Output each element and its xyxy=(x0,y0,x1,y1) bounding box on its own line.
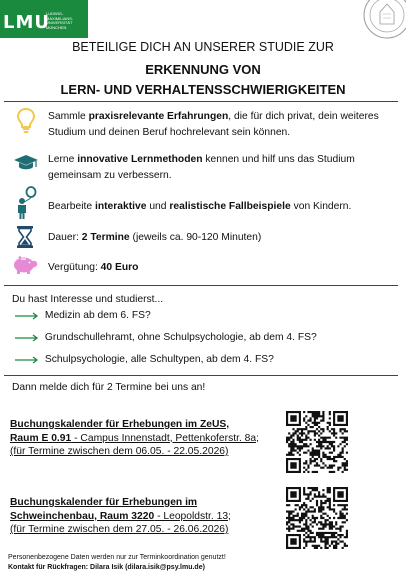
interest-intro: Du hast Interesse und studierst... xyxy=(12,294,164,305)
calendar-dates[interactable]: (für Termine zwischen dem 27.05. - 26.06.2026) xyxy=(10,524,229,535)
calendar-heading[interactable]: Buchungskalender für Erhebungen im ZeUS, xyxy=(10,419,230,430)
feature-text: Lerne xyxy=(48,154,78,165)
divider xyxy=(4,375,398,376)
lmu-logo-subtitle xyxy=(46,12,73,30)
logo-sub-line: MÜNCHEN xyxy=(46,24,67,30)
title-line-2: ERKENNUNG VON xyxy=(145,62,261,77)
feature-duration xyxy=(48,230,393,246)
booking-calendar-schweinchenbau[interactable] xyxy=(10,496,280,537)
feature-highlight: innovative Lernmethoden xyxy=(77,154,203,165)
calendar-room[interactable]: Schweinchenbau, Raum 3220 xyxy=(10,510,155,522)
option-medicine xyxy=(14,310,151,324)
hourglass-icon xyxy=(16,225,34,249)
privacy-note: Personenbezogene Daten werden nur zur Terminkoordination genutzt! xyxy=(8,554,226,561)
feature-text: kennen und hilf uns das Studium gemeinsam zu verbessern. xyxy=(48,154,355,181)
feature-text: Bearbeite xyxy=(48,201,95,212)
graduation-cap-icon xyxy=(13,154,39,172)
title-line-1: BETEILIGE DICH AN UNSERER STUDIE ZUR xyxy=(72,40,334,54)
booking-calendar-zeus[interactable] xyxy=(10,418,280,459)
feature-highlight: 2 Termine xyxy=(81,232,130,243)
feature-highlight: realistische Fallbeispiele xyxy=(169,201,291,212)
option-label: Grundschullehramt, ohne Schulpsychologie, ab dem 4. FS? xyxy=(44,332,317,343)
logo-sub-line: UNIVERSITÄT xyxy=(46,20,73,25)
feature-payment xyxy=(48,260,393,276)
divider xyxy=(4,101,398,102)
call-to-action: Dann melde dich für 2 Termine bei uns an! xyxy=(12,382,206,393)
feature-text: (jeweils ca. 90-120 Minuten) xyxy=(129,232,262,243)
feature-text: von Kindern. xyxy=(290,201,352,212)
lmu-logo xyxy=(0,0,88,38)
feature-highlight: interaktive xyxy=(94,201,147,212)
piggy-bank-icon xyxy=(12,255,38,275)
arrow-right-icon xyxy=(14,334,40,342)
feature-methods xyxy=(48,152,393,183)
feature-experience xyxy=(48,109,393,140)
option-primary-teaching xyxy=(14,332,317,346)
logo-sub-line: LUDWIG- xyxy=(46,11,64,16)
arrow-right-icon xyxy=(14,356,40,364)
calendar-location[interactable]: - Campus Innenstadt, Pettenkoferstr. 8a; xyxy=(71,432,259,444)
calendar-location[interactable]: - Leopoldstr. 13; xyxy=(154,510,231,522)
university-seal-icon xyxy=(362,0,406,40)
child-balloon-icon xyxy=(14,186,38,220)
lightbulb-icon xyxy=(16,107,36,135)
option-label: Medizin ab dem 6. FS? xyxy=(44,310,151,321)
calendar-heading[interactable]: Buchungskalender für Erhebungen im xyxy=(10,497,198,508)
feature-text: und xyxy=(146,201,170,212)
qr-code-schweinchenbau[interactable] xyxy=(286,487,348,549)
qr-code-zeus[interactable] xyxy=(286,411,348,473)
feature-cases xyxy=(48,199,393,215)
title-line-3: LERN- UND VERHALTENSSCHWIERIGKEITEN xyxy=(60,82,346,97)
feature-text: Vergütung: xyxy=(48,262,101,273)
option-label: Schulpsychologie, alle Schultypen, ab dem 4. FS? xyxy=(44,354,274,365)
feature-text: Dauer: xyxy=(48,232,82,243)
divider xyxy=(4,285,398,286)
feature-text: , die für dich privat, dein weiteres Studium und deinen Beruf hochrelevant sein können. xyxy=(48,111,379,138)
feature-highlight: praxisrelevante Erfahrungen xyxy=(88,111,229,122)
feature-highlight: 40 Euro xyxy=(100,262,139,273)
calendar-room[interactable]: Raum E 0.91 xyxy=(10,432,72,444)
arrow-right-icon xyxy=(14,312,40,320)
option-school-psychology xyxy=(14,354,274,368)
header xyxy=(0,0,406,38)
feature-text: Sammle xyxy=(48,111,89,122)
calendar-dates[interactable]: (für Termine zwischen dem 06.05. - 22.05.2026) xyxy=(10,446,229,457)
contact-info: Kontakt für Rückfragen: Dilara Isik (dilara.isik@psy.lmu.de) xyxy=(8,564,205,571)
logo-sub-line: MAXIMILIANS- xyxy=(46,15,74,21)
lmu-logo-text: LMU xyxy=(3,12,50,33)
